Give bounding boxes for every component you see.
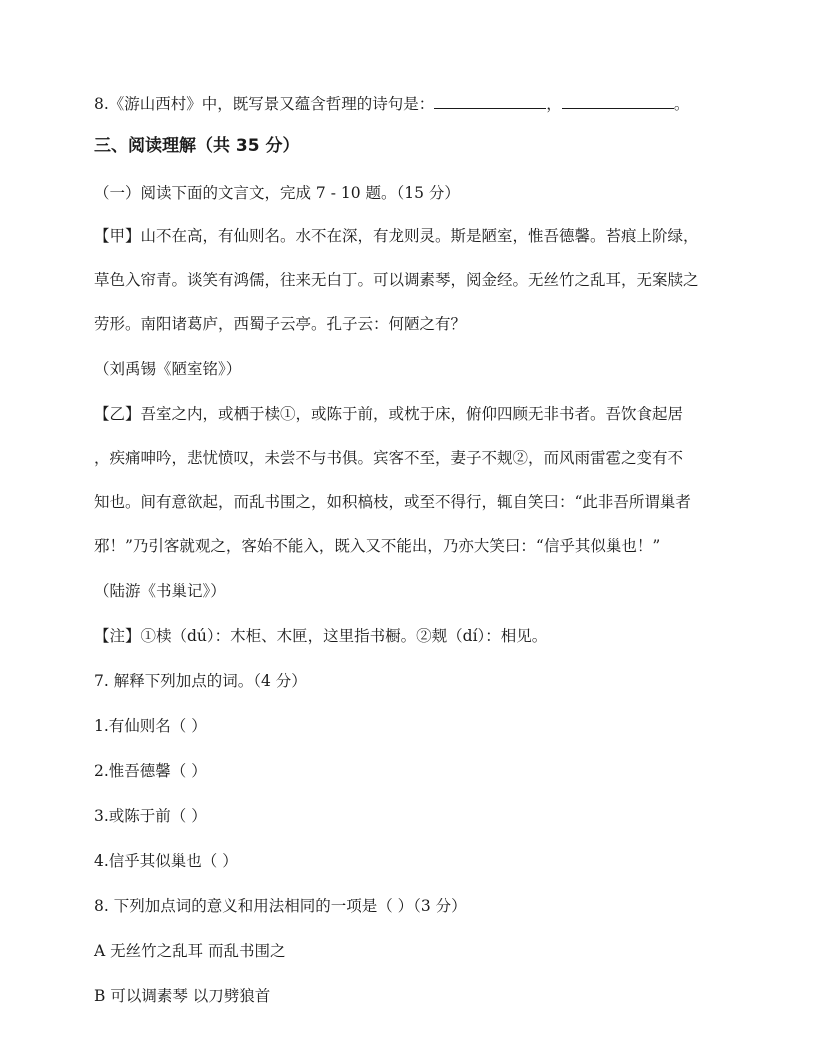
question-8-separator: ， [546, 95, 562, 113]
passage-jia-source: （刘禹锡《陋室铭》） [94, 360, 242, 378]
question-7-title: 7. 解释下列加点的词。（4 分） [94, 672, 307, 690]
question-7-item: 2.惟吾德馨（ ） [94, 762, 207, 780]
question-8-prefix: 8.《游山西村》中，既写景又蕴含哲理的诗句是： [94, 95, 435, 113]
question-7-item: 4.信乎其似巢也（ ） [94, 852, 238, 870]
passage-jia-line: 劳形。南阳诸葛庐，西蜀子云亭。孔子云：何陋之有？ [94, 315, 467, 333]
passage-yi-line: 邪！”乃引客就观之，客始不能入，既入又不能出，乃亦大笑曰：“信乎其似巢也！” [94, 537, 661, 555]
answer-blank-1[interactable] [434, 92, 546, 109]
question-8-option-b: B 可以调素琴 以刀劈狼首 [94, 987, 271, 1005]
answer-blank-2[interactable] [562, 92, 674, 109]
question-7-item: 1.有仙则名（ ） [94, 717, 207, 735]
question-8-title: 8. 下列加点词的意义和用法相同的一项是（ ）（3 分） [94, 897, 467, 915]
document-content [94, 90, 734, 1010]
passage-yi-line: 知也。间有意欲起，而乱书围之，如积槁枝，或至不得行，辄自笑曰：“此非吾所谓巢者 [94, 493, 691, 511]
question-8-fill-in [94, 90, 734, 118]
question-8-suffix: 。 [673, 95, 690, 113]
passage-yi-line: ，疾痛呻吟，悲忧愤叹，未尝不与书俱。宾客不至，妻子不觌②，而风雨雷雹之变有不 [94, 449, 684, 467]
passage-jia-line: 【甲】山不在高，有仙则名。水不在深，有龙则灵。斯是陋室，惟吾德馨。苔痕上阶绿， [94, 227, 699, 245]
passage-yi [94, 400, 734, 560]
reading-intro: （一）阅读下面的文言文，完成 7 - 10 题。（15 分） [94, 184, 460, 202]
passage-yi-line: 【乙】吾室之内，或栖于椟①，或陈于前，或枕于床，俯仰四顾无非书者。吾饮食起居 [94, 405, 684, 423]
question-7-item: 3.或陈于前（ ） [94, 807, 207, 825]
question-8-option-a: A 无丝竹之乱耳 而乱书围之 [94, 942, 286, 960]
passage-jia-line: 草色入帘青。谈笑有鸿儒，往来无白丁。可以调素琴，阅金经。无丝竹之乱耳，无案牍之 [94, 271, 699, 289]
annotation-note: 【注】①椟（dú）：木柜、木匣，这里指书橱。②觌（dí）：相见。 [94, 627, 548, 645]
passage-jia [94, 222, 734, 338]
section-heading: 三、阅读理解（共 35 分） [94, 136, 300, 156]
passage-yi-source: （陆游《书巢记》） [94, 582, 226, 600]
